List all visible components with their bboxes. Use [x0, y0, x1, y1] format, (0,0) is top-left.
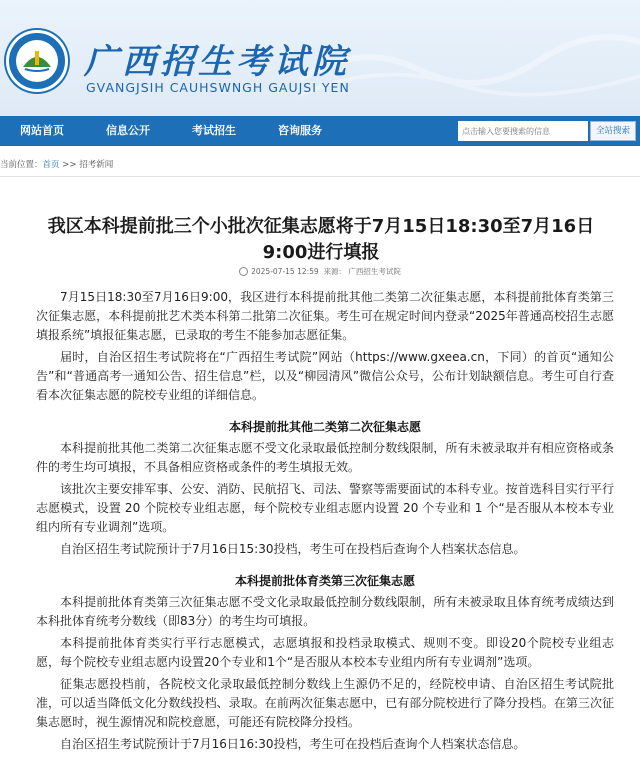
- nav-item-info-disclosure[interactable]: 信息公开: [106, 124, 150, 137]
- section-heading: 本科提前批体育类第三次征集志愿: [234, 574, 415, 588]
- article-body: [36, 288, 614, 757]
- site-subtitle: GVANGJSIH CAUHSWNGH GAUJSI YEN: [86, 80, 350, 95]
- breadcrumb-home-link[interactable]: 首页: [42, 160, 60, 170]
- article-paragraph: 该批次主要安排军事、公安、消防、民航招飞、司法、警察等需要面试的本科专业。按首选科目实行平行志愿模式，设置 20 个院校专业组志愿，每个院校专业组志愿内设置 20 个专业和 1 个“是否服从本校本专业组内所有专业调剂”选项。: [36, 482, 614, 534]
- article-paragraph: 自治区招生考试院预计于7月16日16:30投档，考生可在投档后查询个人档案状态信息。: [60, 737, 526, 751]
- site-title: 广西招生考试院: [84, 42, 350, 82]
- article-paragraph: 本科提前批体育类第三次征集志愿不受文化录取最低控制分数线限制，所有未被录取且体育统考成绩达到本科批体育统考分数线（即83分）的考生均可填报。: [36, 595, 614, 628]
- article-date: 2025-07-15 12:59: [251, 267, 319, 276]
- article-source-label: 来源：: [323, 267, 346, 276]
- article-meta: [0, 266, 640, 277]
- nav-item-consult-service[interactable]: 咨询服务: [278, 124, 322, 137]
- breadcrumb-current: 招考新闻: [79, 160, 114, 170]
- article-paragraph: 本科提前批体育类实行平行志愿模式，志愿填报和投档录取模式、规则不变。即设20个院校专业组志愿，每个院校专业组志愿内设置20个专业和1个“是否服从本校本专业组内所有专业调剂”选项。: [36, 636, 614, 669]
- article-paragraph: 自治区招生考试院预计于7月16日15:30投档，考生可在投档后查询个人档案状态信息。: [60, 542, 526, 556]
- site-header: [0, 0, 640, 116]
- site-logo[interactable]: [6, 30, 68, 92]
- section-heading: 本科提前批其他二类第二次征集志愿: [228, 420, 421, 434]
- nav-item-home[interactable]: 网站首页: [20, 124, 64, 137]
- article-paragraph: 届时，自治区招生考试院将在“广西招生考试院”网站（https://www.gxeea.cn，下同）的首页“通知公告”和“普通高考一通知公告、招生信息”栏，以及“柳园清风”微信公众号，公布计划缺额信息。考生可自行查看本次征集志愿的院校专业组的详细信息。: [36, 350, 614, 402]
- nav-item-exam-admission[interactable]: 考试招生: [192, 124, 236, 137]
- main-nav: [0, 116, 640, 146]
- breadcrumb-prefix: 当前位置：: [0, 160, 43, 170]
- article-paragraph: 本科提前批其他二类第二次征集志愿不受文化录取最低控制分数线限制，所有未被录取并有相应资格或条件的考生均可填报，不具备相应资格或条件的考生填报无效。: [36, 441, 614, 474]
- search-input[interactable]: [458, 121, 588, 141]
- article-paragraph: 征集志愿投档前，各院校文化录取最低控制分数线上生源仍不足的，经院校申请、自治区招生考试院批准，可以适当降低文化分数线投档、录取。在前两次征集志愿中，已有部分院校进行了降分投档。在第三次征集志愿时，视生源情况和院校意愿，可能还有院校降分投档。: [36, 677, 614, 729]
- clock-icon: [239, 267, 248, 276]
- header-wave-decoration: [300, 10, 640, 110]
- breadcrumb-separator: >>: [59, 160, 80, 170]
- article-paragraph: 7月15日18:30至7月16日9:00，我区进行本科提前批其他二类第二次征集志愿，本科提前批体育类第三次征集志愿，本科提前批艺术类本科第二批第二次征集。考生可在规定时间内登录“2025年普通高校招生志愿填报系统”填报征集志愿，已录取的考生不能参加志愿征集。: [36, 290, 614, 342]
- breadcrumb-divider: [0, 176, 640, 177]
- search-button[interactable]: 全站搜索: [590, 121, 636, 141]
- breadcrumb: [0, 158, 113, 172]
- article-source: 广西招生考试院: [348, 267, 401, 276]
- article-title: 我区本科提前批三个小批次征集志愿将于7月15日18:30至7月16日9:00进行填报: [47, 216, 595, 263]
